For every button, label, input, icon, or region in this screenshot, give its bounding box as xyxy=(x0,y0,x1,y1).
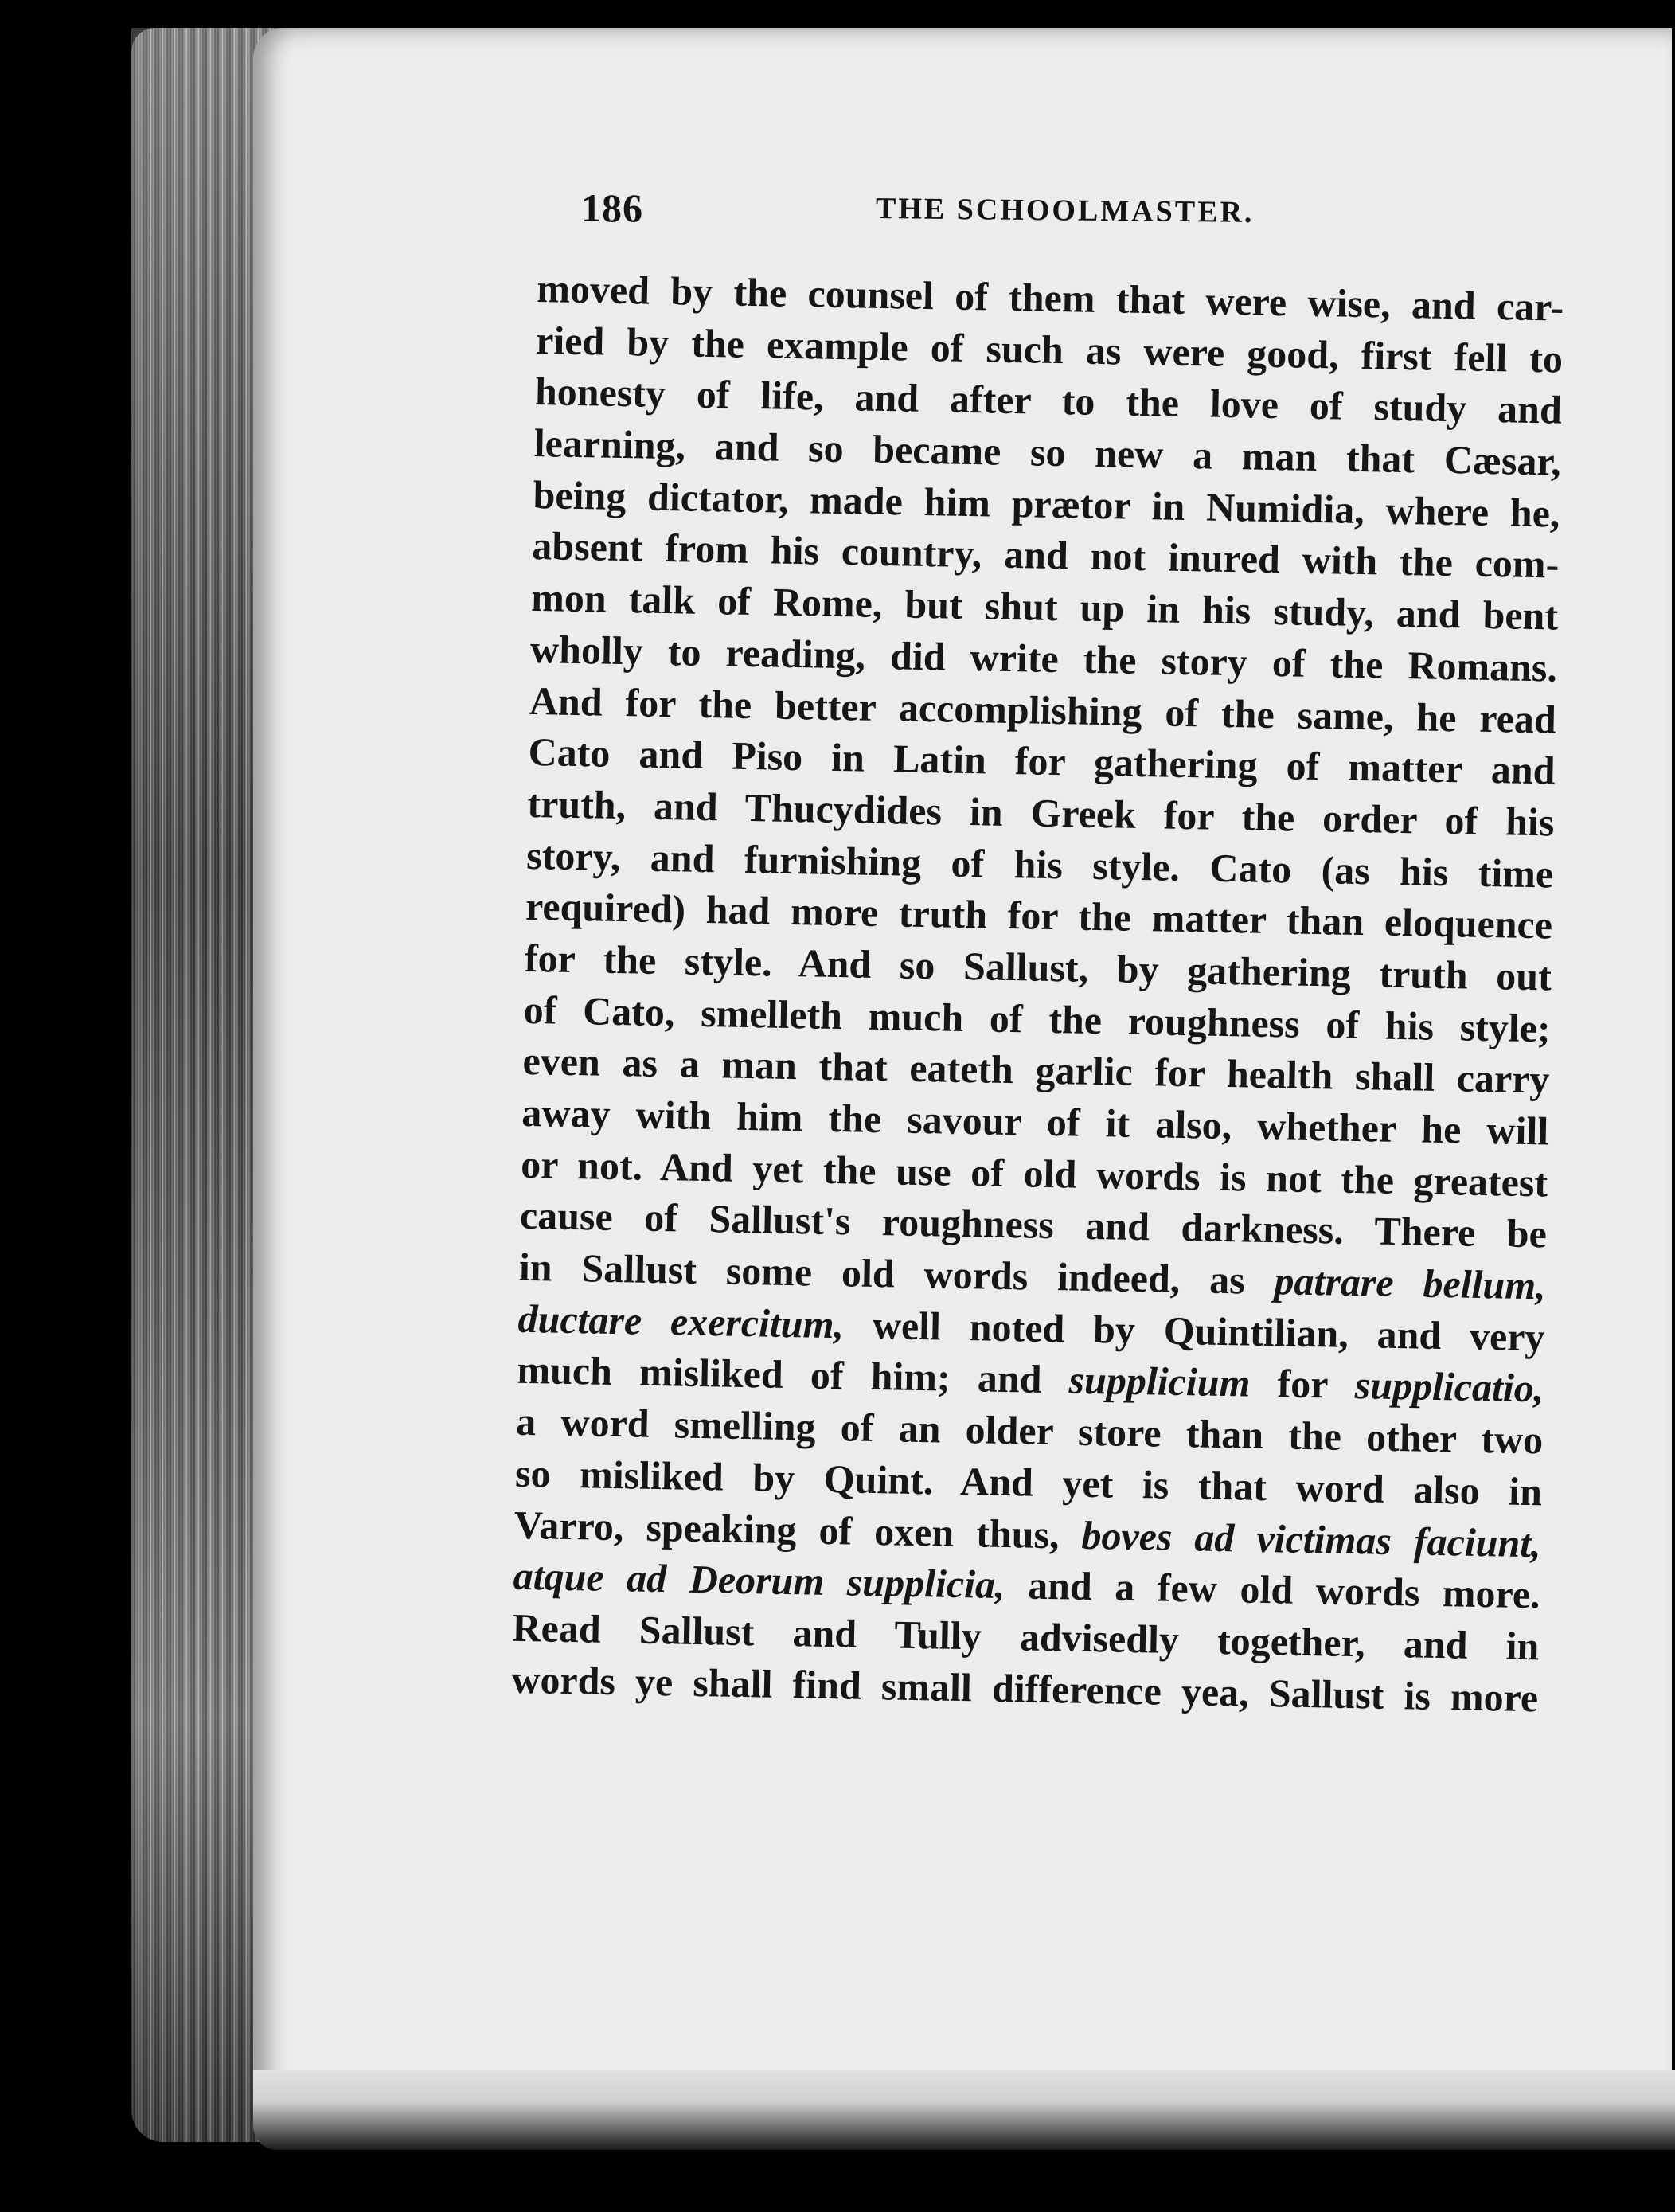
text-run: for xyxy=(1249,1361,1356,1408)
text-line: learning, and so became so new a man that Cæsar, xyxy=(533,420,1562,484)
text-line: being dictator, made him prætor in Numidia, where he, xyxy=(533,471,1560,536)
text-line: a word smelling of an older store than the other two xyxy=(515,1398,1544,1463)
running-title: THE SCHOOLMASTER. xyxy=(875,192,1255,229)
running-head xyxy=(581,177,1584,248)
italic-latin-phrase: boves ad victimas faciunt, xyxy=(1081,1512,1542,1565)
body-text xyxy=(511,263,1564,1724)
text-line: mon talk of Rome, but shut up in his study, and bent xyxy=(530,575,1559,639)
page-bottom-edge xyxy=(253,2070,1675,2150)
text-line: And for the better accomplishing of the same, he read xyxy=(529,678,1557,742)
text-line: truth, and Thucydides in Greek for the order of his xyxy=(527,780,1555,845)
text-line: moved by the counsel of them that were wise, and car- xyxy=(536,265,1564,330)
text-line: absent from his country, and not inured with the com- xyxy=(531,523,1560,588)
text-line: required) had more truth for the matter than eloquence xyxy=(525,884,1553,948)
italic-latin-phrase: patrare bellum, xyxy=(1274,1258,1547,1308)
italic-latin-phrase: ductare exercitum, xyxy=(517,1296,845,1347)
text-line: story, and furnishing of his style. Cato (as his time xyxy=(525,832,1554,897)
text-run: much misliked of him; and xyxy=(517,1347,1070,1402)
text-run: and a few old words more. xyxy=(1005,1562,1541,1617)
page-number: 186 xyxy=(581,186,643,230)
text-line: ried by the example of such as were good, first fell to xyxy=(535,317,1564,381)
text-line: away with him the savour of it also, whether he will xyxy=(521,1089,1549,1154)
text-line: so misliked by Quint. And yet is that word also in xyxy=(514,1450,1543,1514)
text-line: honesty of life, and after to the love of study and xyxy=(534,369,1563,432)
text-line: Read Sallust and Tully advisedly together, and in xyxy=(512,1604,1540,1669)
text-line: even as a man that eateth garlic for health shall carry xyxy=(522,1038,1550,1102)
italic-latin-word: supplicatio, xyxy=(1354,1362,1544,1411)
italic-latin-phrase: atque ad Deorum supplicia, xyxy=(513,1553,1006,1608)
text-line: Cato and Piso in Latin for gathering of matter and xyxy=(528,729,1556,793)
text-run: well noted by Quintilian, and very xyxy=(843,1302,1546,1360)
text-line: or not. And yet the use of old words is not the greatest xyxy=(520,1141,1548,1206)
italic-latin-word: supplicium xyxy=(1068,1357,1251,1406)
text-line: of Cato, smelleth much of the roughness of his style; xyxy=(523,987,1552,1051)
text-run: Varro, speaking of oxen thus, xyxy=(513,1502,1083,1557)
text-line: for the style. And so Sallust, by gathering truth out xyxy=(524,935,1552,999)
text-line: cause of Sallust's roughness and darkness. There be xyxy=(519,1193,1548,1256)
text-run: in Sallust some old words indeed, as xyxy=(518,1244,1275,1303)
text-line: wholly to reading, did write the story of the Romans. xyxy=(529,626,1558,690)
text-line: words ye shall find small difference yea, Sallust is more xyxy=(510,1656,1539,1720)
